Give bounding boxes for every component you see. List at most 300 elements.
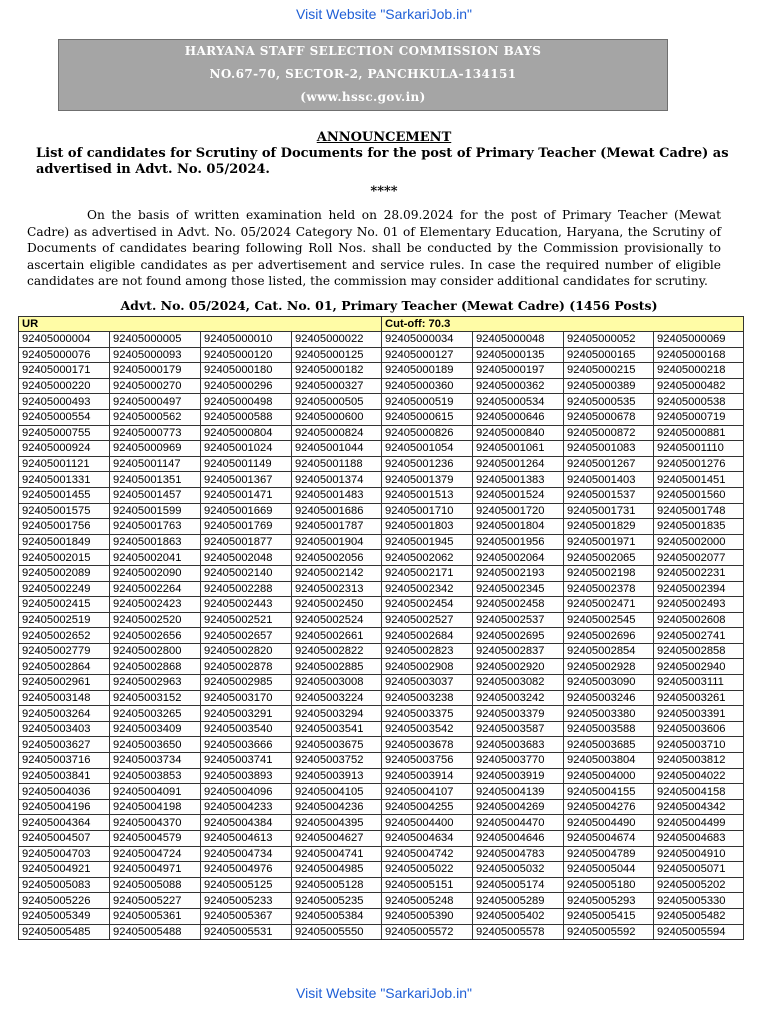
roll-number-cell: 92405003683	[473, 737, 564, 753]
roll-number-cell: 92405000646	[473, 409, 564, 425]
roll-number-cell: 92405004646	[473, 831, 564, 847]
roll-number-cell: 92405003261	[654, 690, 744, 706]
roll-number-cell: 92405001331	[19, 472, 110, 488]
roll-number-cell: 92405000360	[382, 378, 473, 394]
table-row	[19, 924, 744, 940]
roll-number-cell: 92405003675	[292, 737, 382, 753]
roll-number-cell: 92405000180	[201, 363, 292, 379]
roll-number-cell: 92405005174	[473, 877, 564, 893]
roll-number-cell: 92405001537	[564, 487, 654, 503]
roll-number-cell: 92405002779	[19, 643, 110, 659]
roll-number-cell: 92405001264	[473, 456, 564, 472]
table-row	[19, 363, 744, 379]
roll-number-cell: 92405001188	[292, 456, 382, 472]
roll-number-cell: 92405004985	[292, 862, 382, 878]
roll-number-cell: 92405002868	[110, 659, 201, 675]
roll-number-table	[18, 316, 744, 940]
roll-number-cell: 92405003853	[110, 768, 201, 784]
roll-number-cell: 92405002800	[110, 643, 201, 659]
roll-number-cell: 92405005293	[564, 893, 654, 909]
roll-number-cell: 92405003291	[201, 706, 292, 722]
roll-number-cell: 92405002140	[201, 565, 292, 581]
roll-number-cell: 92405003008	[292, 675, 382, 691]
table-row	[19, 534, 744, 550]
roll-number-cell: 92405003678	[382, 737, 473, 753]
announcement-subject: List of candidates for Scrutiny of Documents for the post of Primary Teacher (Mewat Cadre) as advertised in Advt. No. 05/2024.	[36, 146, 729, 177]
roll-number-cell: 92405001686	[292, 503, 382, 519]
roll-number-cell: 92405004096	[201, 784, 292, 800]
roll-number-cell: 92405000076	[19, 347, 110, 363]
table-title: Advt. No. 05/2024, Cat. No. 01, Primary Teacher (Mewat Cadre) (1456 Posts)	[120, 298, 658, 313]
roll-number-cell: 92405000093	[110, 347, 201, 363]
roll-number-cell: 92405001575	[19, 503, 110, 519]
roll-number-cell: 92405005083	[19, 877, 110, 893]
table-row	[19, 519, 744, 535]
roll-number-cell: 92405000872	[564, 425, 654, 441]
roll-number-cell: 92405004198	[110, 799, 201, 815]
roll-number-cell: 92405002741	[654, 628, 744, 644]
roll-number-cell: 92405002519	[19, 612, 110, 628]
table-row	[19, 737, 744, 753]
roll-number-cell: 92405004674	[564, 831, 654, 847]
roll-number-cell: 92405000048	[473, 332, 564, 348]
roll-number-cell: 92405000120	[201, 347, 292, 363]
roll-number-cell: 92405002142	[292, 565, 382, 581]
roll-number-cell: 92405002878	[201, 659, 292, 675]
roll-number-cell: 92405000127	[382, 347, 473, 363]
table-row	[19, 503, 744, 519]
table-row	[19, 409, 744, 425]
roll-number-cell: 92405005226	[19, 893, 110, 909]
roll-number-cell: 92405002908	[382, 659, 473, 675]
roll-number-cell: 92405002527	[382, 612, 473, 628]
roll-number-cell: 92405000826	[382, 425, 473, 441]
roll-number-cell: 92405004910	[654, 846, 744, 862]
roll-number-cell: 92405001763	[110, 519, 201, 535]
roll-number-cell: 92405002537	[473, 612, 564, 628]
cutoff-label: Cut-off: 70.3	[382, 317, 744, 332]
roll-number-cell: 92405000197	[473, 363, 564, 379]
table-row	[19, 706, 744, 722]
roll-number-cell: 92405004683	[654, 831, 744, 847]
roll-number-cell: 92405002822	[292, 643, 382, 659]
roll-number-cell: 92405002015	[19, 550, 110, 566]
roll-number-cell: 92405003037	[382, 675, 473, 691]
table-row	[19, 753, 744, 769]
roll-number-cell: 92405005180	[564, 877, 654, 893]
roll-number-cell: 92405002885	[292, 659, 382, 675]
roll-number-cell: 92405001599	[110, 503, 201, 519]
roll-number-cell: 92405003090	[564, 675, 654, 691]
roll-number-cell: 92405002342	[382, 581, 473, 597]
roll-number-cell: 92405002657	[201, 628, 292, 644]
roll-number-cell: 92405004741	[292, 846, 382, 862]
roll-number-cell: 92405001044	[292, 441, 382, 457]
roll-number-cell: 92405002041	[110, 550, 201, 566]
table-row	[19, 721, 744, 737]
roll-number-cell: 92405004742	[382, 846, 473, 862]
roll-number-cell: 92405004036	[19, 784, 110, 800]
roll-number-cell: 92405005289	[473, 893, 564, 909]
roll-number-cell: 92405000296	[201, 378, 292, 394]
roll-number-cell: 92405005485	[19, 924, 110, 940]
table-header-row	[19, 317, 744, 332]
roll-number-cell: 92405001374	[292, 472, 382, 488]
roll-number-cell: 92405004022	[654, 768, 744, 784]
roll-number-cell: 92405005227	[110, 893, 201, 909]
roll-number-cell: 92405000179	[110, 363, 201, 379]
roll-number-cell: 92405002048	[201, 550, 292, 566]
roll-number-cell: 92405002837	[473, 643, 564, 659]
roll-number-cell: 92405000010	[201, 332, 292, 348]
announcement-title: ANNOUNCEMENT	[316, 130, 452, 145]
roll-number-cell: 92405005128	[292, 877, 382, 893]
roll-number-cell: 92405001710	[382, 503, 473, 519]
roll-number-cell: 92405004255	[382, 799, 473, 815]
roll-number-cell: 92405000220	[19, 378, 110, 394]
roll-number-cell: 92405000215	[564, 363, 654, 379]
roll-number-cell: 92405001748	[654, 503, 744, 519]
roll-number-cell: 92405004724	[110, 846, 201, 862]
roll-number-cell: 92405001471	[201, 487, 292, 503]
roll-number-cell: 92405005531	[201, 924, 292, 940]
roll-number-cell: 92405001455	[19, 487, 110, 503]
roll-number-cell: 92405002854	[564, 643, 654, 659]
roll-number-cell: 92405003540	[201, 721, 292, 737]
roll-number-cell: 92405000773	[110, 425, 201, 441]
roll-number-cell: 92405004734	[201, 846, 292, 862]
roll-number-cell: 92405003756	[382, 753, 473, 769]
roll-number-cell: 92405003606	[654, 721, 744, 737]
roll-number-cell: 92405003111	[654, 675, 744, 691]
roll-number-cell: 92405000678	[564, 409, 654, 425]
roll-number-cell: 92405005550	[292, 924, 382, 940]
roll-number-cell: 92405003152	[110, 690, 201, 706]
roll-number-cell: 92405001524	[473, 487, 564, 503]
roll-number-cell: 92405000969	[110, 441, 201, 457]
roll-number-cell: 92405003919	[473, 768, 564, 784]
roll-number-cell: 92405005361	[110, 908, 201, 924]
roll-number-cell: 92405005248	[382, 893, 473, 909]
roll-number-cell: 92405003409	[110, 721, 201, 737]
roll-number-cell: 92405002545	[564, 612, 654, 628]
table-row	[19, 347, 744, 363]
roll-number-cell: 92405001803	[382, 519, 473, 535]
roll-number-cell: 92405002171	[382, 565, 473, 581]
roll-number-cell: 92405001731	[564, 503, 654, 519]
table-row	[19, 831, 744, 847]
roll-number-cell: 92405002443	[201, 597, 292, 613]
roll-number-cell: 92405003752	[292, 753, 382, 769]
roll-number-cell: 92405001829	[564, 519, 654, 535]
table-row	[19, 394, 744, 410]
table-row	[19, 597, 744, 613]
roll-number-cell: 92405005349	[19, 908, 110, 924]
roll-number-cell: 92405004971	[110, 862, 201, 878]
roll-number-cell: 92405003741	[201, 753, 292, 769]
roll-number-cell: 92405004000	[564, 768, 654, 784]
roll-number-cell: 92405005415	[564, 908, 654, 924]
roll-number-cell: 92405003734	[110, 753, 201, 769]
roll-number-cell: 92405000534	[473, 394, 564, 410]
roll-number-cell: 92405000270	[110, 378, 201, 394]
roll-number-cell: 92405005578	[473, 924, 564, 940]
roll-number-cell: 92405002193	[473, 565, 564, 581]
roll-number-cell: 92405001849	[19, 534, 110, 550]
roll-number-cell: 92405001351	[110, 472, 201, 488]
roll-number-cell: 92405002521	[201, 612, 292, 628]
roll-number-cell: 92405002696	[564, 628, 654, 644]
roll-number-cell: 92405004269	[473, 799, 564, 815]
roll-number-cell: 92405005572	[382, 924, 473, 940]
roll-number-cell: 92405001769	[201, 519, 292, 535]
table-row	[19, 799, 744, 815]
roll-number-cell: 92405004499	[654, 815, 744, 831]
roll-number-cell: 92405000362	[473, 378, 564, 394]
roll-number-cell: 92405001149	[201, 456, 292, 472]
roll-number-cell: 92405002684	[382, 628, 473, 644]
roll-number-cell: 92405001756	[19, 519, 110, 535]
table-row	[19, 581, 744, 597]
roll-number-cell: 92405000168	[654, 347, 744, 363]
roll-number-cell: 92405005488	[110, 924, 201, 940]
roll-number-cell: 92405003264	[19, 706, 110, 722]
roll-number-cell: 92405003403	[19, 721, 110, 737]
roll-number-cell: 92405002823	[382, 643, 473, 659]
table-row	[19, 675, 744, 691]
roll-number-cell: 92405000881	[654, 425, 744, 441]
table-row	[19, 378, 744, 394]
website-link-bottom[interactable]: Visit Website "SarkariJob.in"	[296, 985, 472, 1001]
roll-number-cell: 92405001236	[382, 456, 473, 472]
roll-number-cell: 92405002394	[654, 581, 744, 597]
roll-number-cell: 92405000034	[382, 332, 473, 348]
table-row	[19, 643, 744, 659]
roll-number-cell: 92405004921	[19, 862, 110, 878]
roll-number-cell: 92405004158	[654, 784, 744, 800]
roll-number-cell: 92405001367	[201, 472, 292, 488]
roll-number-cell: 92405002985	[201, 675, 292, 691]
roll-number-cell: 92405002198	[564, 565, 654, 581]
roll-number-cell: 92405002661	[292, 628, 382, 644]
roll-number-cell: 92405001083	[564, 441, 654, 457]
roll-number-cell: 92405001904	[292, 534, 382, 550]
roll-number-cell: 92405005151	[382, 877, 473, 893]
roll-number-cell: 92405003770	[473, 753, 564, 769]
roll-number-cell: 92405002928	[564, 659, 654, 675]
website-link-top[interactable]: Visit Website "SarkariJob.in"	[296, 6, 472, 22]
roll-number-cell: 92405001483	[292, 487, 382, 503]
roll-number-cell: 92405002524	[292, 612, 382, 628]
roll-number-cell: 92405000052	[564, 332, 654, 348]
roll-number-cell: 92405001061	[473, 441, 564, 457]
roll-number-cell: 92405004276	[564, 799, 654, 815]
roll-number-cell: 92405000588	[201, 409, 292, 425]
roll-number-cell: 92405000125	[292, 347, 382, 363]
roll-number-cell: 92405002454	[382, 597, 473, 613]
roll-number-cell: 92405000069	[654, 332, 744, 348]
roll-number-cell: 92405003893	[201, 768, 292, 784]
roll-number-cell: 92405003082	[473, 675, 564, 691]
roll-number-cell: 92405003812	[654, 753, 744, 769]
roll-number-cell: 92405002089	[19, 565, 110, 581]
roll-number-cell: 92405002062	[382, 550, 473, 566]
roll-number-cell: 92405001121	[19, 456, 110, 472]
roll-number-cell: 92405003716	[19, 753, 110, 769]
roll-number-cell: 92405005088	[110, 877, 201, 893]
roll-number-cell: 92405003914	[382, 768, 473, 784]
roll-number-cell: 92405001877	[201, 534, 292, 550]
roll-number-cell: 92405004490	[564, 815, 654, 831]
roll-number-cell: 92405002864	[19, 659, 110, 675]
roll-number-cell: 92405002345	[473, 581, 564, 597]
roll-number-cell: 92405001956	[473, 534, 564, 550]
roll-number-cell: 92405000022	[292, 332, 382, 348]
roll-number-cell: 92405003588	[564, 721, 654, 737]
roll-number-cell: 92405000135	[473, 347, 564, 363]
roll-number-cell: 92405002000	[654, 534, 744, 550]
roll-number-cell: 92405004370	[110, 815, 201, 831]
roll-number-cell: 92405002231	[654, 565, 744, 581]
roll-number-cell: 92405003542	[382, 721, 473, 737]
roll-number-cell: 92405002493	[654, 597, 744, 613]
roll-number-cell: 92405002963	[110, 675, 201, 691]
table-row	[19, 550, 744, 566]
roll-number-cell: 92405000755	[19, 425, 110, 441]
header-line-3: (www.hssc.gov.in)	[300, 90, 426, 104]
roll-number-cell: 92405004579	[110, 831, 201, 847]
roll-number-cell: 92405003379	[473, 706, 564, 722]
roll-number-cell: 92405000840	[473, 425, 564, 441]
roll-number-cell: 92405002378	[564, 581, 654, 597]
roll-number-cell: 92405005071	[654, 862, 744, 878]
roll-number-cell: 92405000505	[292, 394, 382, 410]
roll-number-cell: 92405000554	[19, 409, 110, 425]
roll-number-cell: 92405003238	[382, 690, 473, 706]
roll-number-cell: 92405005235	[292, 893, 382, 909]
roll-number-cell: 92405004789	[564, 846, 654, 862]
table-row	[19, 784, 744, 800]
roll-number-cell: 92405001669	[201, 503, 292, 519]
roll-number-cell: 92405001720	[473, 503, 564, 519]
roll-number-cell: 92405000497	[110, 394, 201, 410]
roll-number-cell: 92405003804	[564, 753, 654, 769]
table-row	[19, 612, 744, 628]
roll-number-cell: 92405004107	[382, 784, 473, 800]
roll-number-cell: 92405003375	[382, 706, 473, 722]
roll-number-cell: 92405005233	[201, 893, 292, 909]
roll-number-cell: 92405002077	[654, 550, 744, 566]
roll-number-cell: 92405005592	[564, 924, 654, 940]
table-row	[19, 332, 744, 348]
roll-number-cell: 92405002056	[292, 550, 382, 566]
roll-number-cell: 92405003627	[19, 737, 110, 753]
roll-number-cell: 92405000389	[564, 378, 654, 394]
roll-number-cell: 92405003650	[110, 737, 201, 753]
roll-number-cell: 92405003587	[473, 721, 564, 737]
roll-number-cell: 92405004236	[292, 799, 382, 815]
separator: ****	[370, 184, 398, 199]
table-row	[19, 425, 744, 441]
roll-number-cell: 92405002820	[201, 643, 292, 659]
roll-number-cell: 92405001379	[382, 472, 473, 488]
roll-number-cell: 92405002065	[564, 550, 654, 566]
table-row	[19, 487, 744, 503]
roll-number-cell: 92405000327	[292, 378, 382, 394]
roll-number-cell: 92405000498	[201, 394, 292, 410]
roll-number-cell: 92405000005	[110, 332, 201, 348]
roll-number-cell: 92405004507	[19, 831, 110, 847]
roll-number-cell: 92405001403	[564, 472, 654, 488]
roll-number-cell: 92405003242	[473, 690, 564, 706]
table-row	[19, 893, 744, 909]
roll-number-cell: 92405004400	[382, 815, 473, 831]
roll-number-cell: 92405001110	[654, 441, 744, 457]
roll-number-cell: 92405005390	[382, 908, 473, 924]
roll-number-cell: 92405002656	[110, 628, 201, 644]
header-line-2: NO.67-70, SECTOR-2, PANCHKULA-134151	[209, 67, 517, 81]
roll-number-cell: 92405001560	[654, 487, 744, 503]
roll-number-cell: 92405000493	[19, 394, 110, 410]
roll-number-cell: 92405004155	[564, 784, 654, 800]
roll-number-cell: 92405003913	[292, 768, 382, 784]
roll-number-cell: 92405000165	[564, 347, 654, 363]
table-row	[19, 659, 744, 675]
roll-number-cell: 92405002940	[654, 659, 744, 675]
table-row	[19, 846, 744, 862]
roll-number-cell: 92405002090	[110, 565, 201, 581]
table-row	[19, 690, 744, 706]
roll-number-cell: 92405000182	[292, 363, 382, 379]
roll-number-cell: 92405001863	[110, 534, 201, 550]
roll-number-cell: 92405000924	[19, 441, 110, 457]
roll-number-cell: 92405003170	[201, 690, 292, 706]
roll-number-cell: 92405001147	[110, 456, 201, 472]
roll-number-cell: 92405002652	[19, 628, 110, 644]
roll-number-cell: 92405002961	[19, 675, 110, 691]
roll-number-cell: 92405002471	[564, 597, 654, 613]
roll-number-cell: 92405000804	[201, 425, 292, 441]
roll-number-cell: 92405005022	[382, 862, 473, 878]
roll-number-cell: 92405004976	[201, 862, 292, 878]
roll-number-cell: 92405004384	[201, 815, 292, 831]
roll-number-cell: 92405000218	[654, 363, 744, 379]
roll-number-cell: 92405004139	[473, 784, 564, 800]
roll-number-cell: 92405002858	[654, 643, 744, 659]
roll-number-cell: 92405001787	[292, 519, 382, 535]
roll-number-cell: 92405001383	[473, 472, 564, 488]
roll-number-cell: 92405004091	[110, 784, 201, 800]
roll-number-cell: 92405005202	[654, 877, 744, 893]
roll-number-cell: 92405005044	[564, 862, 654, 878]
roll-number-cell: 92405000824	[292, 425, 382, 441]
roll-number-cell: 92405004364	[19, 815, 110, 831]
roll-number-cell: 92405001971	[564, 534, 654, 550]
table-row	[19, 565, 744, 581]
roll-number-cell: 92405001054	[382, 441, 473, 457]
roll-number-cell: 92405001457	[110, 487, 201, 503]
roll-number-cell: 92405004634	[382, 831, 473, 847]
roll-number-cell: 92405002520	[110, 612, 201, 628]
roll-number-cell: 92405000519	[382, 394, 473, 410]
table-row	[19, 472, 744, 488]
roll-number-cell: 92405004196	[19, 799, 110, 815]
roll-number-cell: 92405000004	[19, 332, 110, 348]
roll-number-cell: 92405001513	[382, 487, 473, 503]
roll-number-cell: 92405000171	[19, 363, 110, 379]
roll-number-cell: 92405000189	[382, 363, 473, 379]
roll-number-cell: 92405000615	[382, 409, 473, 425]
